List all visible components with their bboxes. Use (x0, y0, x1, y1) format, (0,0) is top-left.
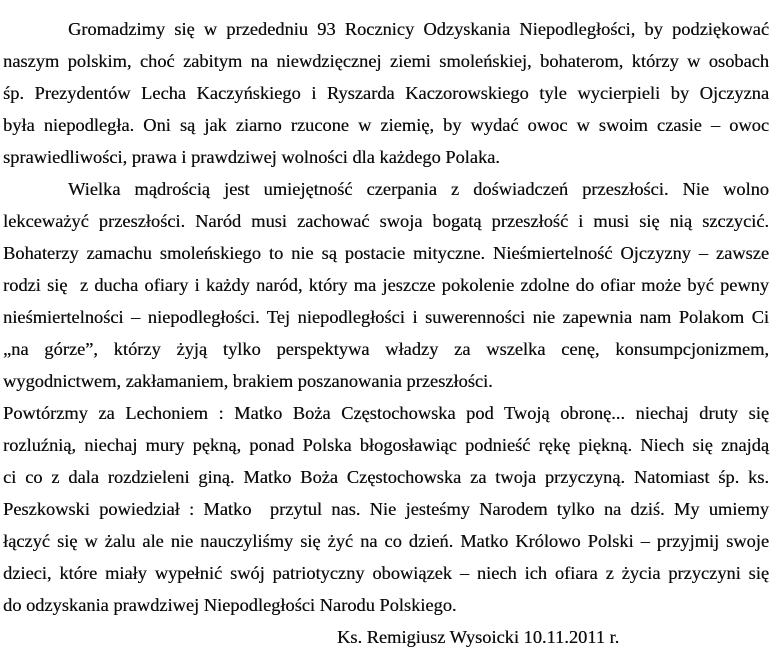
text-line: Peszkowski powiedział : Matko przytul nas. Nie jesteśmy Narodem tylko na dziś. My umiemy (3, 499, 769, 519)
document-body (3, 13, 769, 653)
text-line: Bohaterzy zamachu smoleńskiego to nie są postacie mityczne. Nieśmiertelność Ojczyzny – zawsze (3, 243, 769, 263)
text-line: lekceważyć przeszłości. Naród musi zachować swoja bogatą przeszłość i musi się nią szczycić. (3, 211, 769, 231)
text-line: ci co z dala rozdzieleni giną. Matko Boża Częstochowska za twoja przyczyną. Natomiast śp. ks. (3, 467, 769, 487)
text-line: nieśmiertelności – niepodległości. Tej niepodległości i suwerenności nie zapewnia nam Polakom Ci (3, 307, 769, 327)
signature-line: Ks. Remigiusz Wysoicki 10.11.2011 r. (337, 627, 620, 647)
text-line: rodzi się z ducha ofiary i każdy naród, który ma jeszcze pokolenie zdolne do ofiar może być pewny (3, 275, 769, 295)
text-line: „na górze”, którzy żyją tylko perspektywa władzy za wszelka cenę, konsumpcjonizmem, (3, 339, 769, 359)
text-line: łączyć się w żalu ale nie nauczyliśmy się żyć na co dzień. Matko Królowo Polski – przyjmij swoje (3, 531, 769, 551)
text-line: Wielka mądrością jest umiejętność czerpania z doświadczeń przeszłości. Nie wolno (68, 179, 769, 199)
text-line: sprawiedliwości, prawa i prawdziwej wolności dla każdego Polaka. (3, 147, 500, 167)
text-line: wygodnictwem, zakłamaniem, brakiem poszanowania przeszłości. (3, 371, 493, 391)
text-line: naszym polskim, choć zabitym na niewdzięcznej ziemi smoleńskiej, bohaterom, którzy w osobach (3, 51, 769, 71)
text-line: do odzyskania prawdziwej Niepodległości Narodu Polskiego. (3, 595, 457, 615)
text-line: rozluźnią, niechaj mury pękną, ponad Polska błogosławiąc podnieść rękę piękną. Niech się znajdą (3, 435, 769, 455)
text-line: śp. Prezydentów Lecha Kaczyńskiego i Ryszarda Kaczorowskiego tyle wycierpieli by Ojczyzna (3, 83, 769, 103)
text-line: Gromadzimy się w przededniu 93 Rocznicy Odzyskania Niepodległości, by podziękować (68, 19, 769, 39)
text-line: była niepodległa. Oni są jak ziarno rzucone w ziemię, by wydać owoc w swoim czasie – owoc (3, 115, 769, 135)
text-line: dzieci, które miały wypełnić swój patriotyczny obowiązek – niech ich ofiara z życia przyczyni się (3, 563, 769, 583)
text-line: Powtórzmy za Lechoniem : Matko Boża Częstochowska pod Twoją obronę... niechaj druty się (3, 403, 769, 423)
